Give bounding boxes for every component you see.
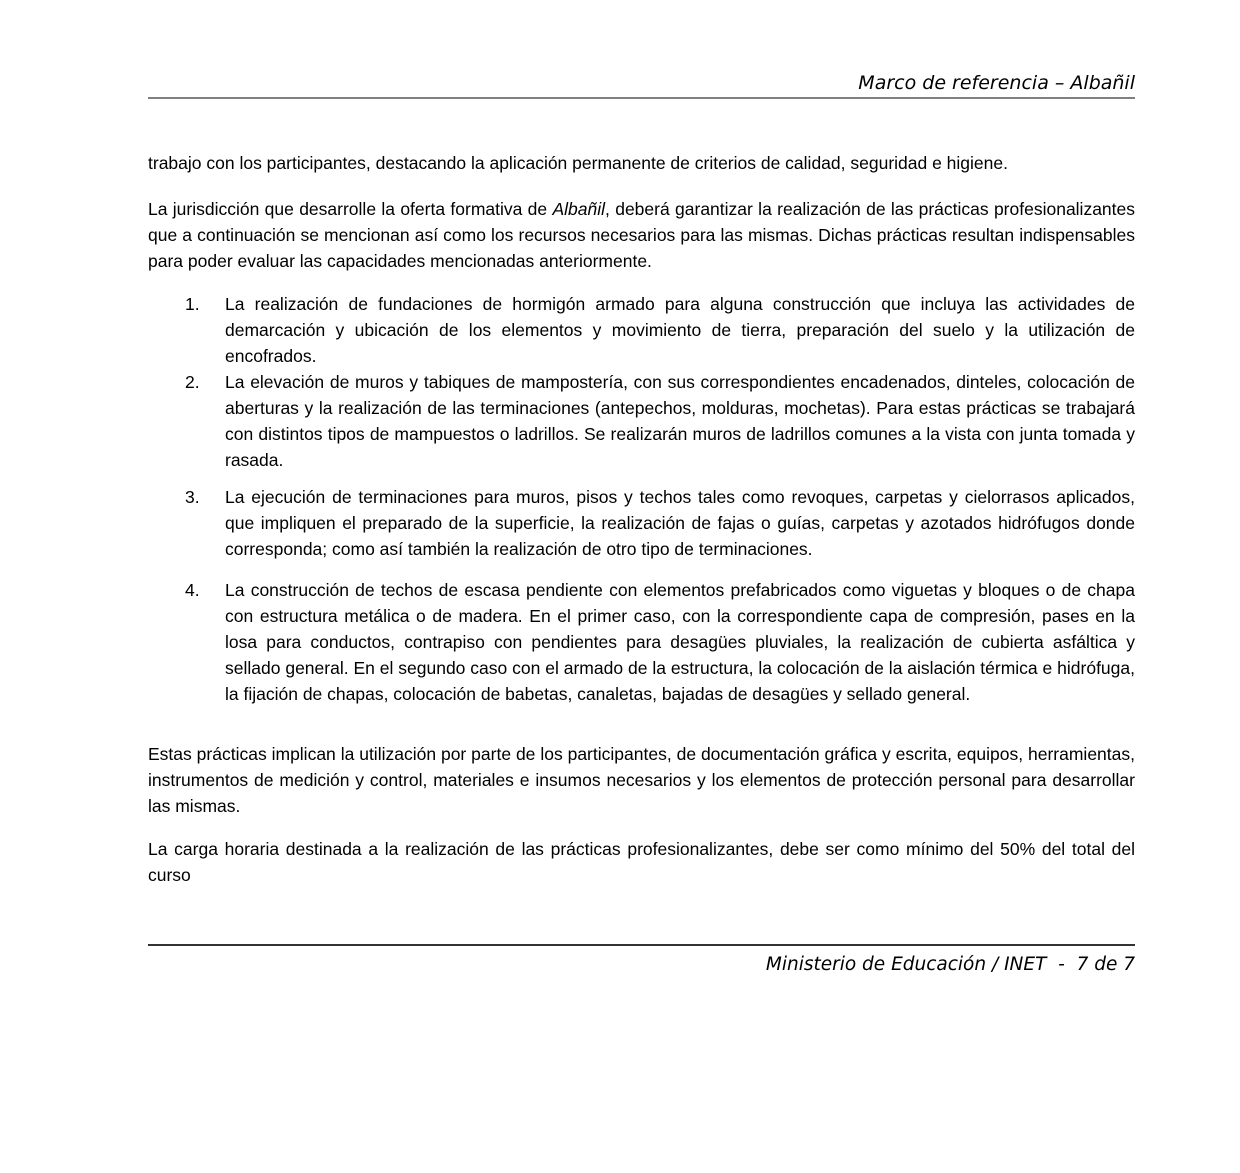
albanil-italic-term: Albañil [552, 199, 606, 219]
paragraph-estas-practicas: Estas prácticas implican la utilización por parte de los participantes, de documentación gráfica y escrita, equipos, herramientas, instrumentos de medición y control, materiales e insumos necesarios y los elementos de protección personal para desarrollar las mismas. [148, 744, 1135, 816]
page-header-title: Marco de referencia – Albañil [858, 72, 1135, 94]
list-item-2-text: La elevación de muros y tabiques de mampostería, con sus correspondientes encadenados, dinteles, colocación de aberturas y la realización de las terminaciones (antepechos, molduras, mochetas). Para estas prácticas se trabajará con distintos tipos de mampuestos o ladrillos. Se realizarán muros de ladrillos comunes a la vista con junta tomada y rasada. [225, 372, 1135, 470]
page-footer-text: Ministerio de Educación / INET - 7 de 7 [765, 954, 1135, 975]
list-item-3 [148, 484, 1135, 562]
footer-rule [148, 944, 1135, 946]
list-item-4-number: 4. [185, 580, 200, 600]
paragraph-jurisdiccion-before: La jurisdicción que desarrolle la oferta formativa de [148, 199, 553, 219]
list-item-2-number: 2. [185, 372, 200, 392]
paragraph-carga-horaria: La carga horaria destinada a la realización de las prácticas profesionalizantes, debe ser como mínimo del 50% del total del curso [148, 839, 1135, 885]
list-item-4-text: La construcción de techos de escasa pendiente con elementos prefabricados como viguetas y bloques o de chapa con estructura metálica o de madera. En el primer caso, con la correspondiente capa de compresión, pases en la losa para conductos, contrapiso con pendientes para desagües pluviales, la realización de cubierta asfáltica y sellado general. En el segundo caso con el armado de la estructura, la colocación de la aislación térmica e hidrófuga, la fijación de chapas, colocación de babetas, canaletas, bajadas de desagües y sellado general. [225, 580, 1135, 704]
list-item-3-number: 3. [185, 487, 200, 507]
list-item-3-text: La ejecución de terminaciones para muros, pisos y techos tales como revoques, carpetas y cielorrasos aplicados, que impliquen el preparado de la superficie, la realización de fajas o guías, carpetas y azotados hidrófugos donde corresponda; como así también la realización de otro tipo de terminaciones. [225, 487, 1135, 559]
header-rule [148, 97, 1135, 99]
list-item-1-text: La realización de fundaciones de hormigón armado para alguna construcción que incluya las actividades de demarcación y ubicación de los elementos y movimiento de tierra, preparación del suelo y la utilización de encofrados. [225, 294, 1135, 366]
list-item-1-number: 1. [185, 294, 200, 314]
practices-numbered-list [148, 291, 1135, 707]
paragraph-jurisdiccion [148, 196, 1135, 274]
paragraph-jurisdiccion-after: , deberá garantizar la realización de las prácticas profesionalizantes que a continuación se mencionan así como los recursos necesarios para las mismas. Dichas prácticas resultan indispensables para poder evaluar las capacidades mencionadas anteriormente. [148, 199, 1136, 271]
list-item-1 [148, 291, 1135, 369]
list-item-4 [148, 577, 1135, 707]
list-item-2 [148, 369, 1135, 473]
paragraph-intro: trabajo con los participantes, destacando la aplicación permanente de criterios de calidad, seguridad e higiene. [148, 153, 1008, 173]
